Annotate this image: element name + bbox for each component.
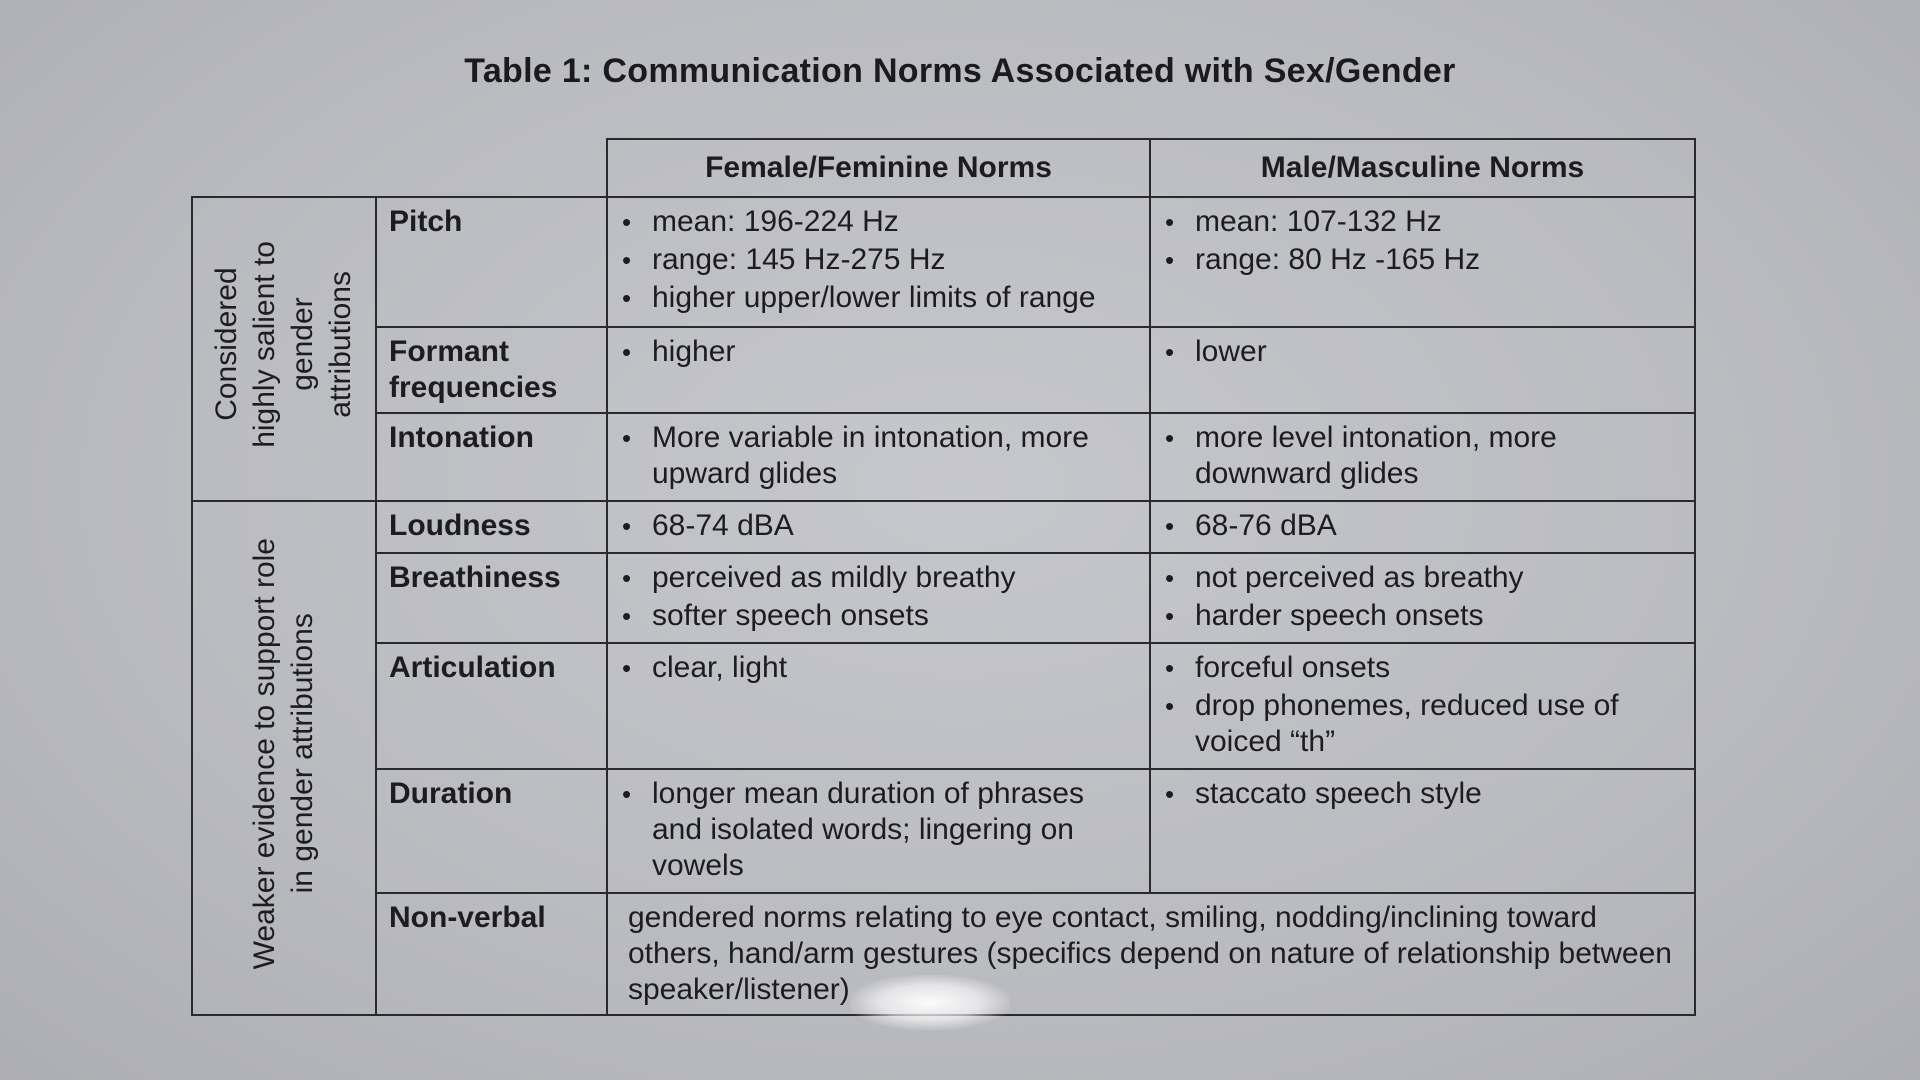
table-row xyxy=(192,197,1695,327)
female-loudness-cell xyxy=(607,501,1150,553)
list-item: • 68-76 dBA xyxy=(1195,508,1684,544)
male-norms-header: Male/Masculine Norms xyxy=(1150,139,1695,197)
table-row xyxy=(192,327,1695,413)
list-item: • more level intonation, more downward glides xyxy=(1195,420,1684,492)
list-item: • harder speech onsets xyxy=(1195,598,1684,634)
table-row xyxy=(192,893,1695,1015)
feature-non-verbal: Non-verbal xyxy=(376,893,607,1015)
list-item: • forceful onsets xyxy=(1195,650,1684,686)
table-row xyxy=(192,501,1695,553)
male-formant-cell xyxy=(1150,327,1695,413)
female-intonation-cell xyxy=(607,413,1150,501)
list-item: • clear, light xyxy=(652,650,1139,686)
female-norms-header: Female/Feminine Norms xyxy=(607,139,1150,197)
list-item: • mean: 107-132 Hz xyxy=(1195,204,1684,240)
feature-articulation: Articulation xyxy=(376,643,607,769)
list-item: • perceived as mildly breathy xyxy=(652,560,1139,596)
feature-duration: Duration xyxy=(376,769,607,893)
list-item: • softer speech onsets xyxy=(652,598,1139,634)
list-item: • longer mean duration of phrases and isolated words; lingering on vowels xyxy=(652,776,1139,884)
non-verbal-text: gendered norms relating to eye contact, smiling, nodding/inclining toward others, hand/arm gestures (specifics depend on nature of relationship between speaker/listener) xyxy=(628,901,1672,1006)
male-articulation-cell xyxy=(1150,643,1695,769)
table-row xyxy=(192,769,1695,893)
list-item: • More variable in intonation, more upward glides xyxy=(652,420,1139,492)
list-item: • lower xyxy=(1195,334,1684,370)
blank-corner xyxy=(192,139,607,197)
norms-table xyxy=(191,138,1696,1016)
list-item: • not perceived as breathy xyxy=(1195,560,1684,596)
feature-pitch: Pitch xyxy=(376,197,607,327)
list-item: • staccato speech style xyxy=(1195,776,1684,812)
female-duration-cell xyxy=(607,769,1150,893)
list-item: • range: 145 Hz-275 Hz xyxy=(652,242,1139,278)
table-title: Table 1: Communication Norms Associated with Sex/Gender xyxy=(464,52,1456,90)
male-intonation-cell xyxy=(1150,413,1695,501)
female-formant-cell xyxy=(607,327,1150,413)
male-pitch-cell xyxy=(1150,197,1695,327)
male-duration-cell xyxy=(1150,769,1695,893)
feature-intonation: Intonation xyxy=(376,413,607,501)
table-body xyxy=(192,197,1695,1015)
list-item: • higher xyxy=(652,334,1139,370)
feature-breathiness: Breathiness xyxy=(376,553,607,643)
table-row xyxy=(192,413,1695,501)
feature-formant-frequencies: Formant frequencies xyxy=(376,327,607,413)
female-articulation-cell xyxy=(607,643,1150,769)
list-item: • higher upper/lower limits of range xyxy=(652,280,1139,316)
header-row xyxy=(192,139,1695,197)
list-item: • drop phonemes, reduced use of voiced “th” xyxy=(1195,688,1684,760)
group-label-weaker xyxy=(192,501,376,1015)
non-verbal-cell xyxy=(607,893,1695,1015)
list-item: • range: 80 Hz -165 Hz xyxy=(1195,242,1684,278)
feature-loudness: Loudness xyxy=(376,501,607,553)
table-row xyxy=(192,643,1695,769)
group-label-salient-text: Considered highly salient to gender attributions xyxy=(210,241,357,448)
male-loudness-cell xyxy=(1150,501,1695,553)
list-item: • 68-74 dBA xyxy=(652,508,1139,544)
male-breathiness-cell xyxy=(1150,553,1695,643)
group-label-salient xyxy=(192,197,376,501)
list-item: • mean: 196-224 Hz xyxy=(652,204,1139,240)
table-row xyxy=(192,553,1695,643)
female-pitch-cell xyxy=(607,197,1150,327)
female-breathiness-cell xyxy=(607,553,1150,643)
group-label-weaker-text: Weaker evidence to support role in gender attributions xyxy=(248,537,319,970)
